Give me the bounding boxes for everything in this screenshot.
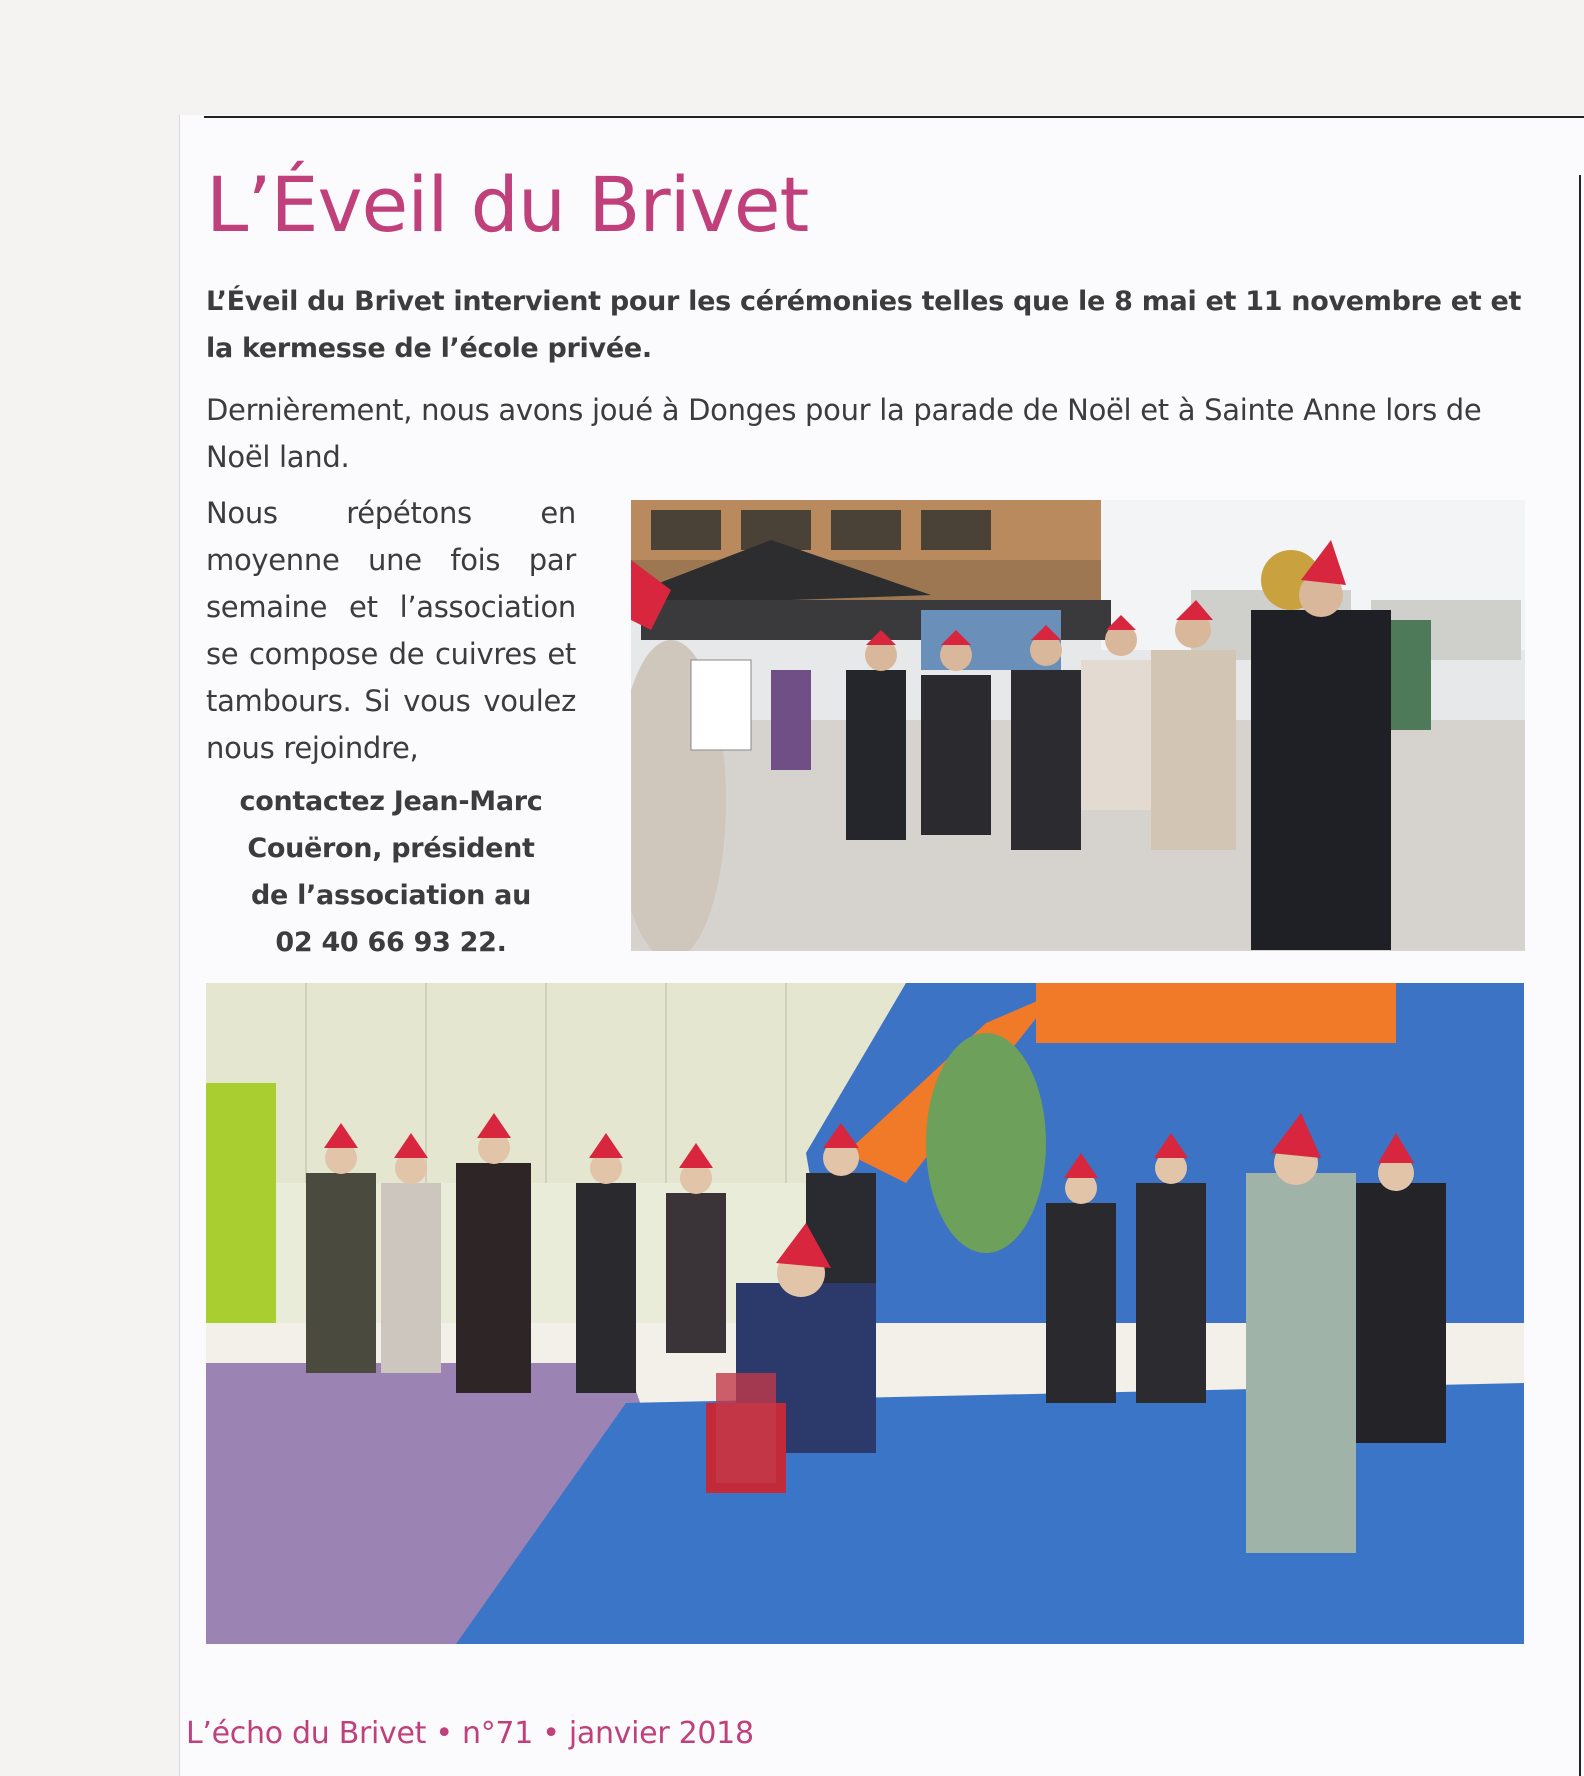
contact-block	[206, 778, 576, 966]
column-rule	[1579, 175, 1581, 1776]
contact-line: de l’association au	[250, 880, 531, 911]
column-paragraph: Nous répétons en moyenne une fois par semaine et l’association se compose de cuivres et tambours. Si vous voulez nous rejoindre,	[206, 496, 576, 765]
contact-line: contactez Jean-Marc	[239, 786, 543, 817]
article-title: L’Éveil du Brivet	[206, 160, 809, 249]
contact-phone: 02 40 66 93 22.	[275, 927, 507, 958]
band-indoor-gym-photo	[206, 983, 1524, 1644]
page-footer: L’écho du Brivet • n°71 • janvier 2018	[186, 1716, 754, 1751]
body-paragraph: Dernièrement, nous avons joué à Donges pour la parade de Noël et à Sainte Anne lors de Noël land.	[206, 393, 1482, 474]
top-rule	[204, 116, 1584, 118]
brass-band-outdoor-photo	[631, 500, 1525, 951]
lead-paragraph: L’Éveil du Brivet intervient pour les cérémonies telles que le 8 mai et 11 novembre et et la kermesse de l’école privée.	[206, 286, 1522, 364]
contact-line: Couëron, président	[247, 833, 535, 864]
